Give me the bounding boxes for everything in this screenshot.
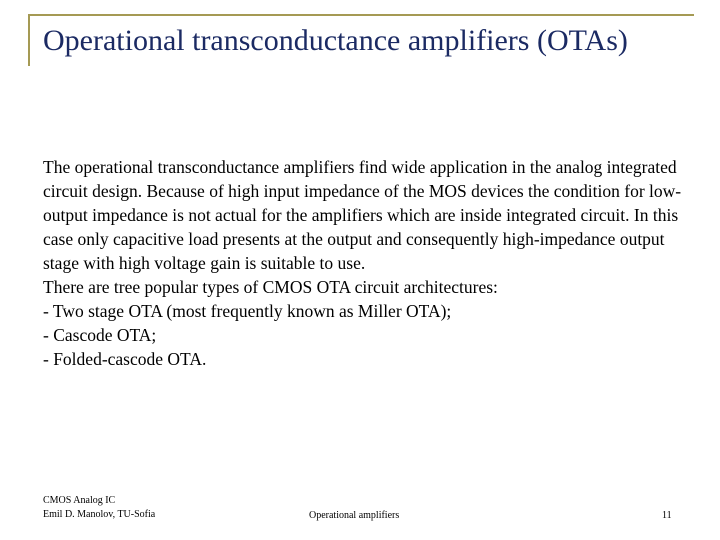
list-item-cascode: - Cascode OTA; — [43, 325, 157, 345]
frame-horizontal-line — [28, 14, 694, 16]
footer-author: Emil D. Manolov, TU-Sofia — [43, 509, 156, 520]
body-paragraph-intro: The operational transconductance amplifiers find wide application in the analog integrated circuit design. Because of high input impedance of the MOS devices the condition for low-output impedance is not actual for the amplifiers which are inside integrated circuit. In this case only capacitive load presents at the output and consequently high-impedance output stage with high voltage gain is suitable to use. — [43, 157, 682, 273]
footer-left — [43, 494, 155, 522]
slide-body — [43, 155, 693, 371]
footer-topic: Operational amplifiers — [309, 510, 400, 521]
list-item-folded-cascode: - Folded-cascode OTA. — [43, 349, 207, 369]
body-paragraph-types: There are tree popular types of CMOS OTA circuit architectures: — [43, 277, 498, 297]
list-item-two-stage: - Two stage OTA (most frequently known as Miller OTA); — [43, 301, 452, 321]
slide-title: Operational transconductance amplifiers (OTAs) — [43, 24, 628, 57]
frame-vertical-line — [28, 14, 30, 66]
footer-course: CMOS Analog IC — [43, 495, 116, 506]
page-number: 11 — [662, 510, 672, 521]
